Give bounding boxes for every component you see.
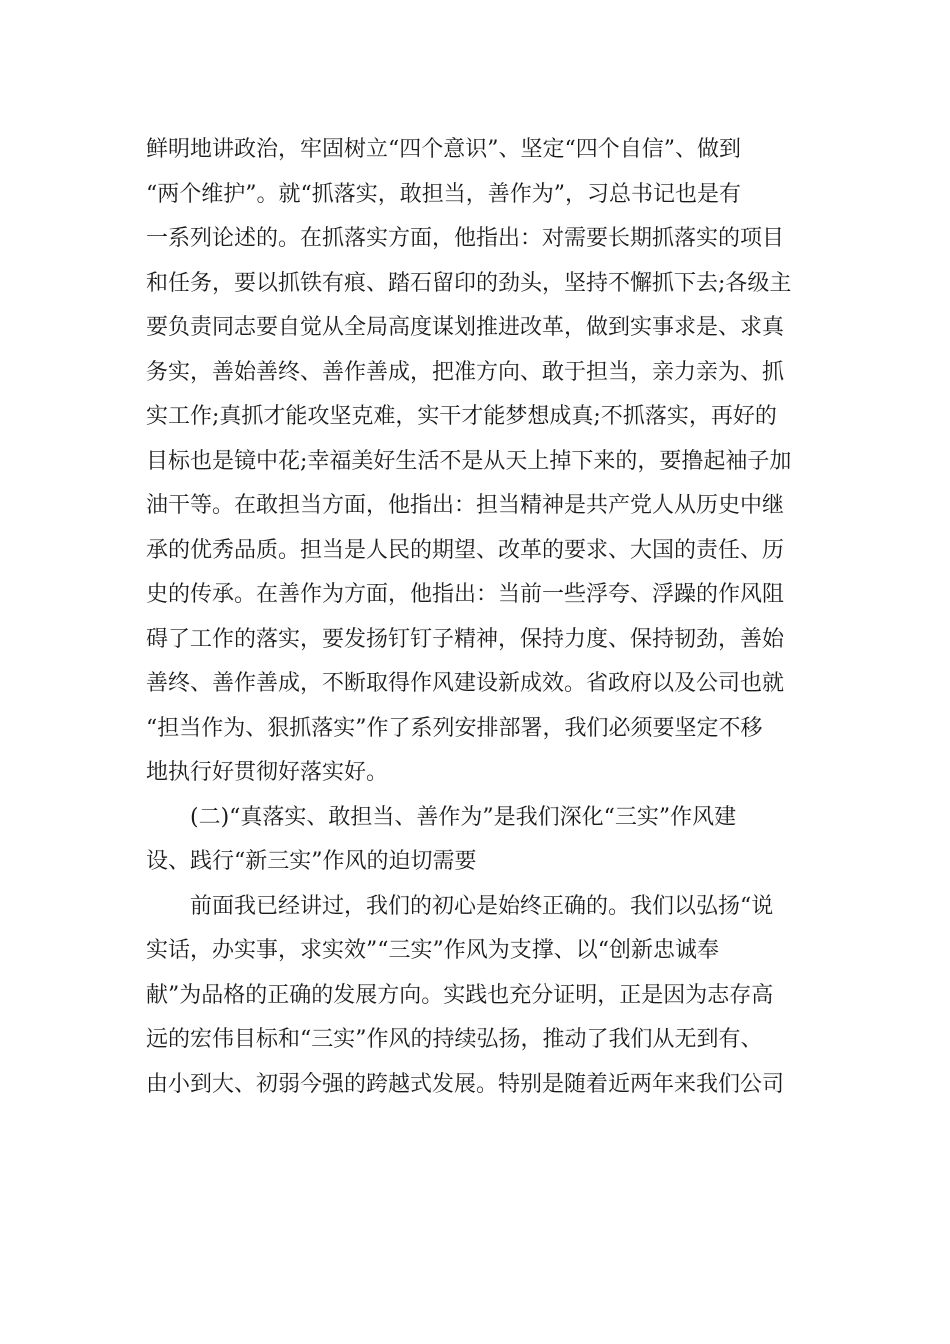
text-line: 目标也是镜中花;幸福美好生活不是从天上掉下来的，要撸起袖子加 [146,448,792,474]
text-line: “两个维护”。就“抓落实，敢担当，善作为”，习总书记也是有 [146,181,741,207]
text-line: 远的宏伟目标和“三实”作风的持续弘扬，推动了我们从无到有、 [146,1027,763,1052]
text-line: 善终、善作善成，不断取得作风建设新成效。省政府以及公司也就 [146,671,785,696]
text-line: 和任务，要以抓铁有痕、踏石留印的劲头，坚持不懈抓下去;各级主 [146,270,792,296]
body-text [146,128,806,1107]
text-line: 碍了工作的落实，要发扬钉钉子精神，保持力度、保持韧劲，善始 [146,626,785,652]
text-line: 献”为品格的正确的发展方向。实践也充分证明，正是因为志存高 [146,982,774,1008]
text-line: 要负责同志要自觉从全局高度谋划推进改革，做到实事求是、求真 [146,315,785,340]
text-line: “担当作为、狠抓落实”作了系列安排部署，我们必须要坚定不移 [146,715,763,741]
text-line: 地执行好贯彻好落实好。 [146,760,389,785]
text-line: 承的优秀品质。担当是人民的期望、改革的要求、大国的责任、历 [146,537,785,563]
text-line: 务实，善始善终、善作善成，把准方向、敢于担当，亲力亲为、抓 [146,359,785,385]
text-line: 由小到大、初弱今强的跨越式发展。特别是随着近两年来我们公司 [146,1071,785,1097]
text-line: 鲜明地讲政治，牢固树立“四个意识”、坚定“四个自信”、做到 [146,137,741,162]
text-line: 油干等。在敢担当方面，他指出：担当精神是共产党人从历史中继 [146,493,785,518]
text-line: 一系列论述的。在抓落实方面，他指出：对需要长期抓落实的项目 [146,226,785,251]
text-line: 实工作;真抓才能攻坚克难，实干才能梦想成真;不抓落实，再好的 [146,404,777,429]
text-line: 史的传承。在善作为方面，他指出：当前一些浮夸、浮躁的作风阻 [146,582,785,607]
text-line: 前面我已经讲过，我们的初心是始终正确的。我们以弘扬“说 [190,893,774,919]
section-heading-line: (二)“真落实、敢担当、善作为”是我们深化“三实”作风建 [190,804,737,830]
text-line: 实话，办实事，求实效”“三实”作风为支撑、以“创新忠诚奉 [146,938,719,963]
section-heading-line: 设、践行“新三实”作风的迫切需要 [146,849,477,874]
